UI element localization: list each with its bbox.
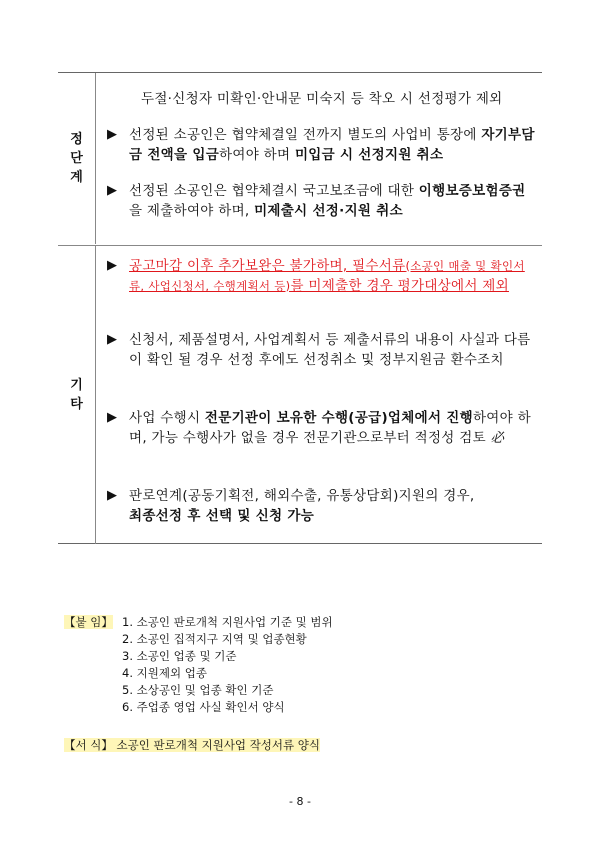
row-label-cancellation: 정단계 [70,132,83,185]
list-item: ▶ 선정된 소공인은 협약체결일 전까지 별도의 사업비 통장에 자기부담금 전액을 입금하여야 하며 미입금 시 선정지원 취소 [107,127,535,163]
list-item: ▶ 사업 수행시 전문기관이 보유한 수행(공급)업체에서 진행하여야 하며, 가능 수행사가 없을 경우 전문기관으로부터 적정성 검토 必 [107,410,531,446]
form-text: 소공인 판로개척 지원사업 작성서류 양식 [116,738,321,752]
row-label-other: 기타 [70,378,83,412]
page-number: - 8 - [289,795,311,808]
annex-item: 3. 소공인 업종 및 기준 [122,649,237,663]
triangle-bullet-icon: ▶ [107,127,118,142]
form-line [64,737,320,754]
annex-item: 6. 주업종 영업 사실 확인서 양식 [122,700,285,714]
list-item: ▶ 신청서, 제품설명서, 사업계획서 등 제출서류의 내용이 사실과 다름이 확인 될 경우 선정 후에도 선정취소 및 정부지원금 환수조치 [107,332,531,368]
triangle-bullet-icon: ▶ [107,258,118,273]
annex-list [122,614,333,716]
intro-line: 두절·신청자 미확인·안내문 미숙지 등 착오 시 선정평가 제외 [141,91,503,107]
triangle-bullet-icon: ▶ [107,488,118,503]
notice-table [58,72,542,544]
annex-item: 1. 소공인 판로개척 지원사업 기준 및 범위 [122,615,333,629]
triangle-bullet-icon: ▶ [107,183,118,198]
triangle-bullet-icon: ▶ [107,332,118,347]
form-label: 【서 식】 [64,738,113,752]
list-item: ▶ 판로연계(공동기획전, 해외수출, 유통상담회)지원의 경우, 최종선정 후 선택 및 신청 가능 [107,488,475,524]
annex-item: 4. 지원제외 업종 [122,666,207,680]
list-item: ▶ 공고마감 이후 추가보완은 불가하며, 필수서류(소공인 매출 및 확인서류, 사업신청서, 수행계획서 등)를 미제출한 경우 평가대상에서 제외 [107,258,525,294]
triangle-bullet-icon: ▶ [107,410,118,425]
annex-item: 5. 소상공인 및 업종 확인 기준 [122,683,274,697]
list-item: ▶ 선정된 소공인은 협약체결시 국고보조금에 대한 이행보증보험증권을 제출하여야 하며, 미제출시 선정·지원 취소 [107,183,526,219]
table-row-other [58,245,542,544]
annex-label: 【붙 임】 [64,615,113,629]
annex-item: 2. 소공인 집적지구 지역 및 업종현황 [122,632,307,646]
table-row-cancellation [58,73,542,244]
